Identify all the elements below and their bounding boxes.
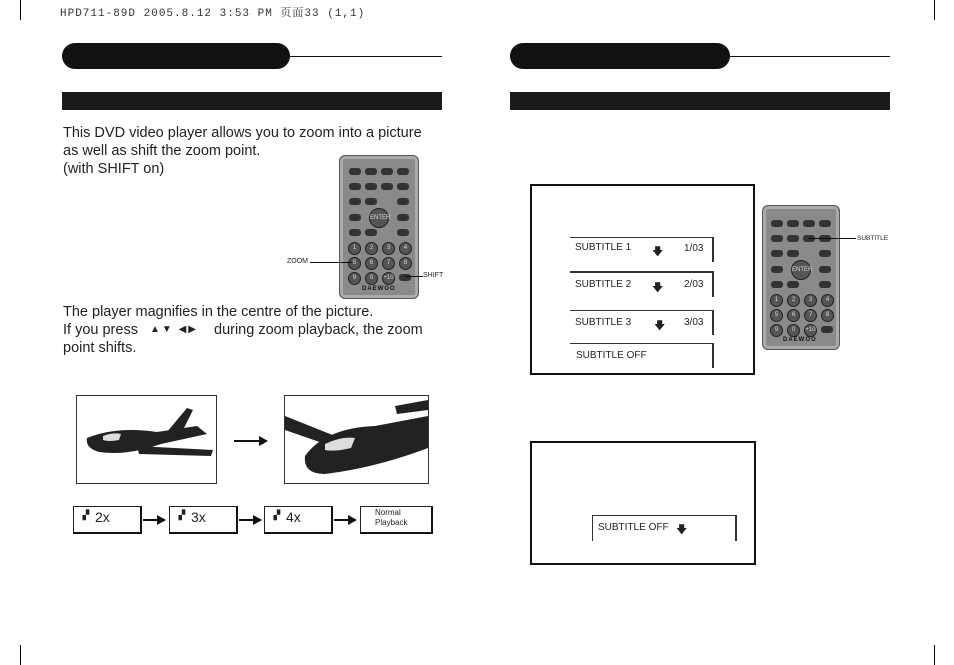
remote-key [803,220,815,227]
remote-number-key: 4 [821,294,834,307]
remote-key [771,220,783,227]
zoom-step-arrow-icon [348,515,357,525]
remote-number-key: +10 [382,272,395,285]
subtitle-option-count: 2/03 [684,279,704,290]
up-arrow-icon: ▲ [150,324,162,335]
title-bar-left [62,92,442,110]
remote-number-key: 9 [348,272,361,285]
subtitle-off-indicator [592,515,737,541]
remote-key [349,229,361,236]
body-line-1: The player magnifies in the centre of the picture. [63,304,374,320]
remote-key [819,281,831,288]
remote-number-key: 5 [770,309,783,322]
right-arrow-icon: ▶ [188,324,198,335]
remote-number-key: 4 [399,242,412,255]
remote-key [349,183,361,190]
remote-key [381,168,393,175]
airplane-small-icon [77,396,216,483]
remote-number-key: 0 [365,272,378,285]
print-header: HPD711-89D 2005.8.12 3:53 PM 页面33 (1,1) [60,8,366,20]
remote-number-key: 8 [821,309,834,322]
remote-key [397,198,409,205]
airplane-zoomed-image [284,395,429,484]
arrow-down-icon: 🡇 [652,282,664,294]
remote-key [349,214,361,221]
zoom-icon: ▗▘ [270,510,284,520]
subtitle-callout-label: SUBTITLE [857,235,889,242]
subtitle-option-off [570,343,714,368]
subtitle-option-label: SUBTITLE OFF [576,350,647,361]
crop-mark [934,645,954,665]
subtitle-option-3 [570,310,714,335]
remote-key [787,235,799,242]
zoom-icon: ▗▘ [79,510,93,520]
remote-key [365,198,377,205]
subtitle-off-screen [530,441,756,565]
remote-number-key: 3 [804,294,817,307]
remote-key [771,250,783,257]
crop-mark [0,0,21,20]
remote-key [819,220,831,227]
remote-key [349,198,361,205]
remote-key [397,214,409,221]
subtitle-option-label: SUBTITLE 3 [575,317,632,328]
zoom-step-label: 3x [191,509,206,525]
remote-brand-logo: DAEWOO [362,286,396,292]
remote-key [365,229,377,236]
zoom-step-arrow-icon [253,515,262,525]
section-pill-right [510,43,730,69]
remote-key [397,183,409,190]
remote-key [381,183,393,190]
subtitle-option-2 [570,271,714,297]
left-arrow-icon: ◀ [178,324,189,335]
remote-control-image [339,155,419,299]
crop-mark [0,645,21,665]
remote-number-key: 9 [770,324,783,337]
arrow-down-icon: 🡇 [654,320,666,332]
zoom-step-arrow-line [334,519,349,521]
remote-key [819,266,831,273]
remote-number-key: 2 [365,242,378,255]
airplane-large-icon [285,396,428,483]
intro-line-1: This DVD video player allows you to zoom into a picture [63,125,422,141]
subtitle-off-label: SUBTITLE OFF [598,522,669,533]
remote-number-key: 2 [787,294,800,307]
remote-number-key: 5 [348,257,361,270]
remote-key [787,220,799,227]
down-arrow-icon: ▼ [161,324,174,335]
remote-key [821,326,833,333]
subtitle-option-count: 3/03 [684,317,704,328]
remote-key [397,168,409,175]
remote-number-key: 3 [382,242,395,255]
remote-key [349,168,361,175]
zoom-step-label: 4x [286,509,301,525]
normal-playback-box [360,506,433,534]
zoom-step-arrow-line [239,519,254,521]
shift-callout-line [405,276,423,277]
remote-number-key: 7 [382,257,395,270]
zoom-arrow-icon [259,436,268,446]
arrow-down-icon: 🡇 [652,246,664,258]
zoom-step-arrow-icon [157,515,166,525]
subtitle-callout-line [808,238,856,239]
remote-control-image [762,205,840,350]
direction-keys [150,321,198,339]
remote-number-key: 6 [365,257,378,270]
crop-mark [934,0,954,20]
subtitle-option-label: SUBTITLE 1 [575,242,632,253]
remote-key [365,183,377,190]
subtitle-option-1 [570,237,714,262]
remote-number-key: 1 [348,242,361,255]
normal-playback-label: Playback [375,518,408,527]
remote-key [787,250,799,257]
section-rule-left [290,56,442,57]
remote-enter-key: ENTER [791,260,811,280]
zoom-step-2x [73,506,142,534]
remote-brand-logo: DAEWOO [783,337,817,343]
shift-callout-label: SHIFT [423,272,444,279]
zoom-step-arrow-line [143,519,158,521]
title-bar-right [510,92,890,110]
remote-number-key: +10 [804,324,817,337]
remote-key [787,281,799,288]
remote-key [365,168,377,175]
zoom-step-4x [264,506,333,534]
arrow-down-icon: 🡇 [676,524,688,536]
section-rule-right [730,56,890,57]
zoom-icon: ▗▘ [175,510,189,520]
section-pill-left [62,43,290,69]
airplane-normal-image [76,395,217,484]
zoom-callout-line [310,262,352,263]
body-line-2a: If you press [63,322,138,338]
subtitle-option-label: SUBTITLE 2 [575,279,632,290]
remote-number-key: 6 [787,309,800,322]
body-line-2b: during zoom playback, the zoom [214,322,423,338]
subtitle-option-count: 1/03 [684,243,704,254]
remote-enter-key: ENTER [369,208,389,228]
remote-key [771,235,783,242]
remote-number-key: 1 [770,294,783,307]
remote-key [771,266,783,273]
intro-line-3: (with SHIFT on) [63,161,165,177]
normal-playback-label: Normal [375,508,401,517]
zoom-callout-label: ZOOM [287,258,308,265]
remote-key [771,281,783,288]
remote-key [397,229,409,236]
remote-number-key: 0 [787,324,800,337]
body-line-3: point shifts. [63,340,137,356]
remote-key [819,250,831,257]
zoom-arrow-line [234,440,260,442]
zoom-step-label: 2x [95,509,110,525]
zoom-step-3x [169,506,238,534]
remote-number-key: 7 [804,309,817,322]
remote-number-key: 8 [399,257,412,270]
intro-line-2: as well as shift the zoom point. [63,143,261,159]
